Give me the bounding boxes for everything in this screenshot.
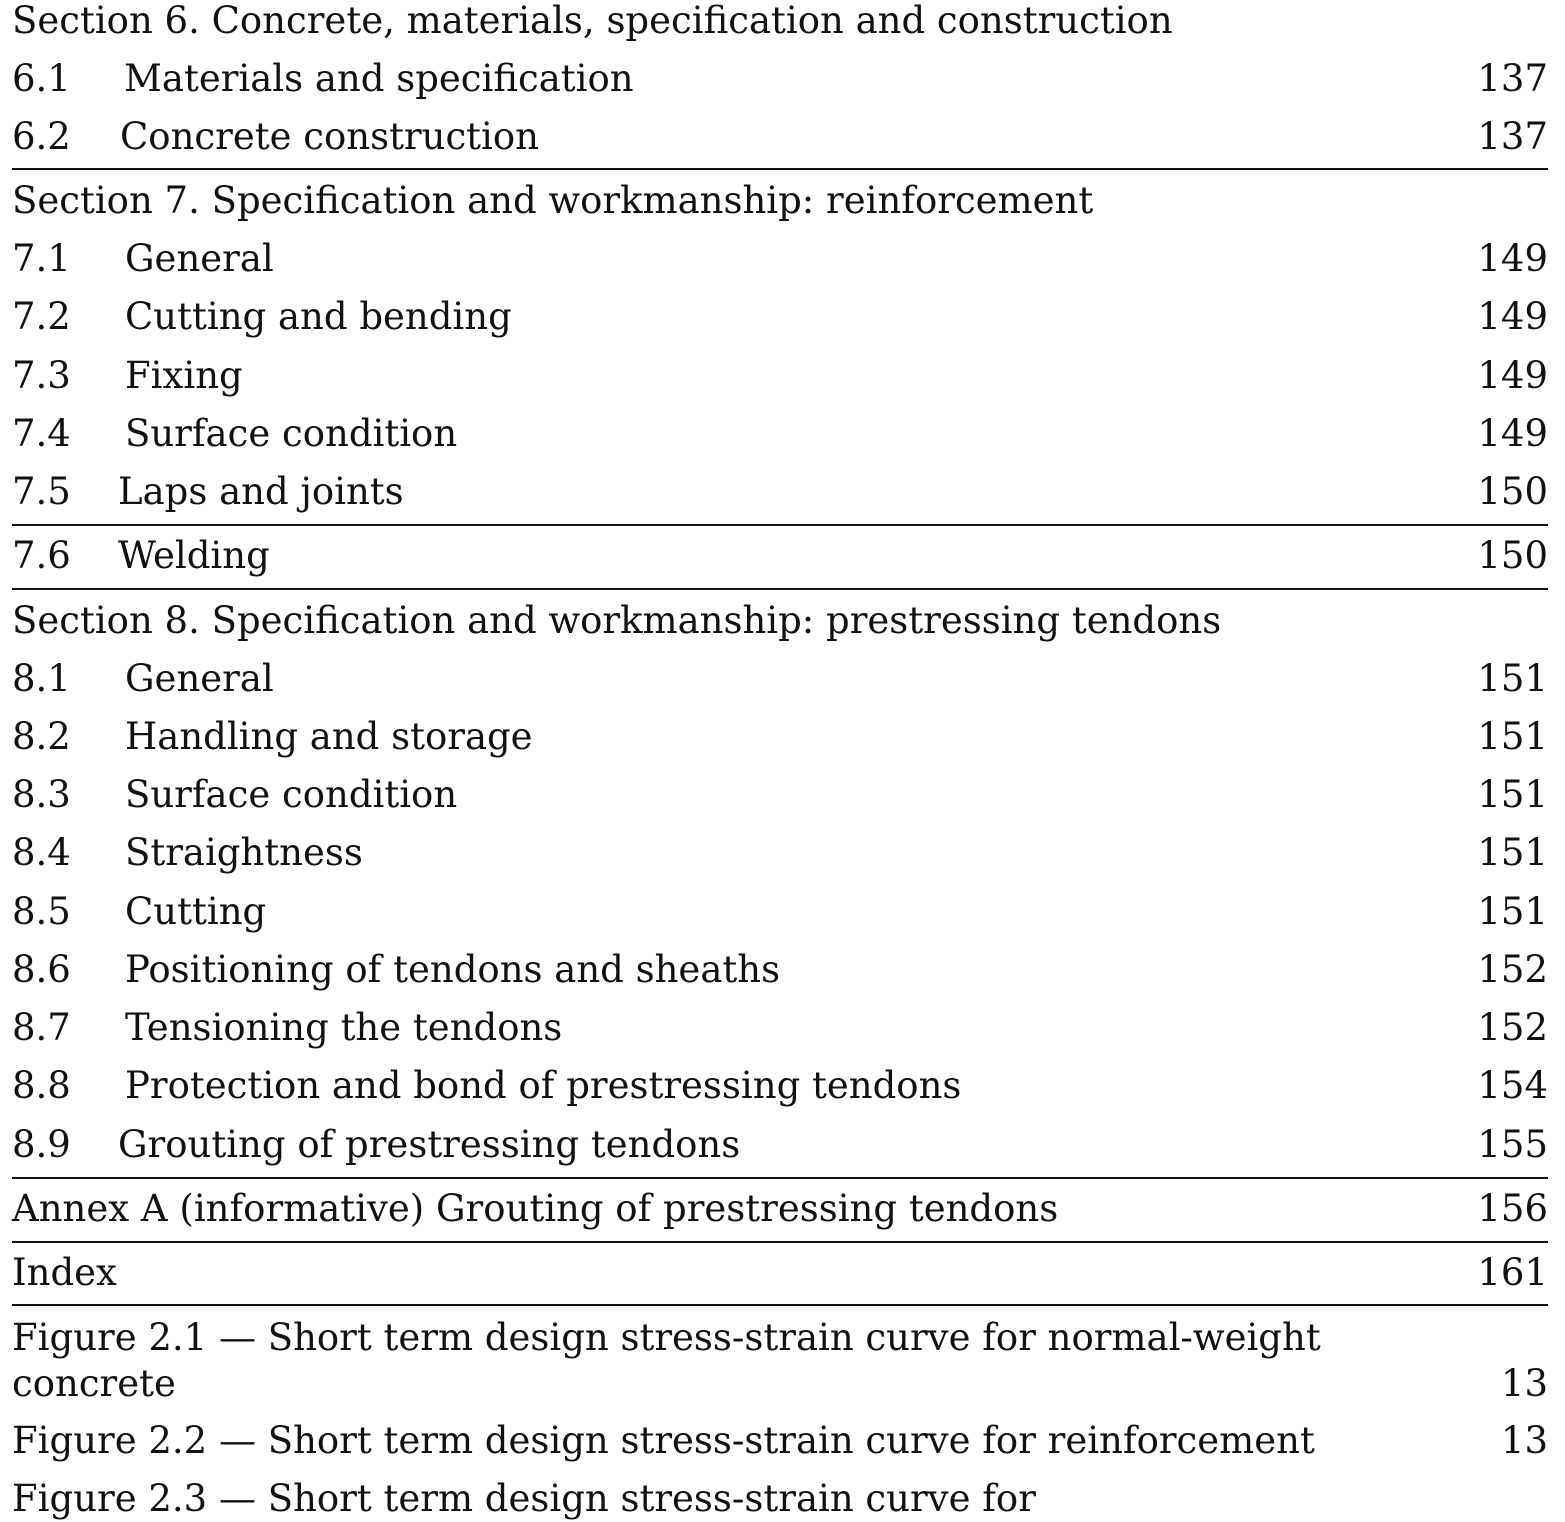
entry-title: Cutting [125, 890, 267, 933]
entry-number: 7.5 [12, 470, 71, 513]
entry-title: Cutting and bending [125, 295, 512, 338]
section-divider [12, 1177, 1548, 1179]
entry-title: Handling and storage [125, 715, 533, 758]
entry-title: Welding [118, 534, 270, 577]
entry-number: 7.3 [12, 354, 71, 397]
entry-title: General [125, 237, 274, 280]
toc-entry-8-9[interactable] [12, 1116, 1548, 1174]
entry-page: 149 [1477, 354, 1548, 397]
entry-number: 6.1 [12, 57, 71, 100]
entry-title: Surface condition [125, 773, 458, 816]
entry-page: 151 [1477, 831, 1548, 874]
toc-entry-8-4[interactable] [12, 824, 1548, 882]
entry-page: 152 [1477, 1006, 1548, 1049]
toc-entry-8-2[interactable] [12, 708, 1548, 766]
entry-page: 161 [1477, 1251, 1548, 1294]
toc-entry-7-5[interactable] [12, 463, 1548, 521]
figure-entry-2-2[interactable] [12, 1418, 1548, 1464]
entry-page: 150 [1477, 470, 1548, 513]
entry-number: 8.5 [12, 890, 71, 933]
figure-title-line: Figure 2.3 — Short term design stress-strain curve for [12, 1477, 1036, 1520]
entry-title: Protection and bond of prestressing tendons [125, 1064, 962, 1107]
entry-page: 156 [1477, 1187, 1548, 1230]
toc-entry-7-3[interactable] [12, 347, 1548, 405]
figure-title-line: Figure 2.1 — Short term design stress-strain curve for normal-weight [12, 1316, 1321, 1359]
entry-title: Grouting of prestressing tendons [118, 1123, 741, 1166]
entry-page: 137 [1477, 57, 1548, 100]
figure-entry-2-1[interactable] [12, 1315, 1548, 1407]
entry-page: 151 [1477, 715, 1548, 758]
entry-number: 8.7 [12, 1006, 71, 1049]
toc-entry-index[interactable] [12, 1244, 1548, 1302]
entry-number: 8.3 [12, 773, 71, 816]
entry-number: 8.1 [12, 657, 71, 700]
entry-number: 8.4 [12, 831, 71, 874]
entry-title: Concrete construction [120, 115, 539, 158]
entry-title: Annex A (informative) Grouting of prestressing tendons [12, 1187, 1059, 1230]
toc-entry-annex-a[interactable] [12, 1180, 1548, 1238]
entry-page: 151 [1477, 890, 1548, 933]
entry-page: 151 [1477, 657, 1548, 700]
entry-number: 8.6 [12, 948, 71, 991]
entry-title: Straightness [125, 831, 363, 874]
figure-title-line: concrete [12, 1362, 176, 1405]
entry-page: 13 [1500, 1419, 1548, 1462]
entry-page: 155 [1477, 1123, 1548, 1166]
entry-page: 149 [1477, 412, 1548, 455]
toc-entry-8-8[interactable] [12, 1057, 1548, 1115]
entry-number: 6.2 [12, 115, 71, 158]
toc-entry-8-7[interactable] [12, 999, 1548, 1057]
toc-entry-8-5[interactable] [12, 883, 1548, 941]
section-divider [12, 1304, 1548, 1306]
entry-page: 149 [1477, 237, 1548, 280]
toc-entry-7-1[interactable] [12, 230, 1548, 288]
section-divider [12, 168, 1548, 170]
section-7-heading: Section 7. Specification and workmanship: reinforcement [12, 179, 1094, 222]
section-divider [12, 588, 1548, 590]
entry-title: Laps and joints [118, 470, 404, 513]
entry-number: 7.1 [12, 237, 71, 280]
toc-entry-8-3[interactable] [12, 766, 1548, 824]
entry-divider [12, 524, 1548, 526]
entry-title: Positioning of tendons and sheaths [125, 948, 781, 991]
toc-entry-8-6[interactable] [12, 941, 1548, 999]
entry-number: 7.4 [12, 412, 71, 455]
entry-number: 8.2 [12, 715, 71, 758]
figure-entry-2-3[interactable] [12, 1476, 1548, 1522]
entry-page: 13 [1500, 1362, 1548, 1405]
entry-page: 137 [1477, 115, 1548, 158]
entry-title: General [125, 657, 274, 700]
entry-number: 7.6 [12, 534, 71, 577]
entry-page: 152 [1477, 948, 1548, 991]
figure-title-line: Figure 2.2 — Short term design stress-strain curve for reinforcement [12, 1419, 1315, 1462]
section-6-heading: Section 6. Concrete, materials, specification and construction [12, 0, 1173, 42]
entry-title: Fixing [125, 354, 243, 397]
toc-entry-7-6[interactable] [12, 527, 1548, 585]
toc-entry-8-1[interactable] [12, 650, 1548, 708]
entry-page: 154 [1477, 1064, 1548, 1107]
section-8-heading: Section 8. Specification and workmanship: prestressing tendons [12, 599, 1222, 642]
toc-entry-6-1[interactable] [12, 50, 1548, 108]
toc-entry-7-2[interactable] [12, 288, 1548, 346]
entry-number: 8.8 [12, 1064, 71, 1107]
toc-entry-7-4[interactable] [12, 405, 1548, 463]
toc-entry-6-2[interactable] [12, 108, 1548, 166]
entry-title: Surface condition [125, 412, 458, 455]
entry-number: 7.2 [12, 295, 71, 338]
entry-page: 149 [1477, 295, 1548, 338]
entry-page: 150 [1477, 534, 1548, 577]
entry-page: 151 [1477, 773, 1548, 816]
entry-title: Index [12, 1251, 117, 1294]
entry-title: Tensioning the tendons [125, 1006, 563, 1049]
section-divider [12, 1241, 1548, 1243]
entry-number: 8.9 [12, 1123, 71, 1166]
entry-title: Materials and specification [124, 57, 634, 100]
